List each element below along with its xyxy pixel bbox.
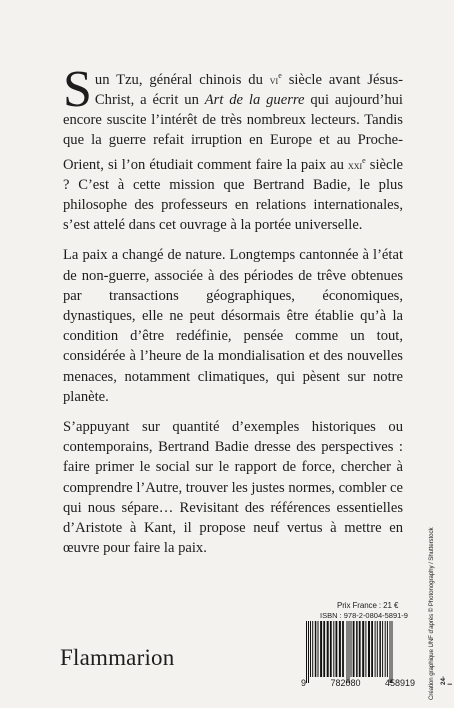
barcode-bar [308,621,309,683]
barcode-bar [379,621,381,677]
barcode-bar [349,621,350,683]
barcode-bar [353,621,355,677]
barcode-bar [330,621,332,677]
photo-credit: Création graphique UNF d’après © Photonography / Shutterstock [428,527,435,700]
paragraph-3: S’appuyant sur quantité d’exemples historiques ou contemporains, Bertrand Badie dresse des perspectives : faire primer le social sur le rapport de force, chercher à comprendre l’Autre, trouver les justes normes, combler ce qui nous sépare… Revisitant des références essentielles d’Aristote à Kant, il propose neuf vertus à mettre en œuvre pour faire la paix. [63,418,403,557]
paragraph-1 [63,61,403,235]
paragraph-2: La paix a changé de nature. Longtemps cantonnée à l’état de non-guerre, associée à des périodes de trêve obtenues par transactions géographiques, économiques, dynastiques, elle ne peut désormais être établie qu’à la condition d’être redéfinie, pensée comme un tout, considérée à l’heure de la mondialisation et des nouvelles menaces, notamment climatiques, qui pèsent sur notre planète. [63,247,403,405]
century-vi: vi [269,72,279,87]
barcode-bar [318,621,319,677]
back-cover-text [63,61,403,568]
barcode-bar [342,621,344,677]
publisher-name: Flammarion [60,645,175,670]
p1-text-c: qui aujourd’hui encore suscite l’intérêt de très nombreux lecteurs. Tandis que la guerre refait irruption en Europe et au Proche-Orient, si l’on étudiait comment faire la paix au [63,92,403,173]
century-vi-sup: e [278,71,282,80]
century-xxi: xxi [347,157,363,172]
barcode-bar [347,621,348,683]
barcode-bar [359,621,361,677]
barcode-bar [320,621,322,677]
barcode-digits-left: 782080 [330,678,361,688]
barcode-digit-lead: 9 [301,678,307,688]
barcode-bar [362,621,364,677]
price-label: Prix France : 21 € [337,601,399,610]
barcode-bar [382,621,383,677]
p1-text-a: un Tzu, général chinois du [94,71,270,88]
barcode-bar [339,621,341,677]
barcode-bar [385,621,386,677]
barcode-bar [365,621,366,677]
barcode-bar [312,621,313,677]
barcode-bar [306,621,307,683]
barcode-bar [392,621,393,683]
barcode-number [301,678,415,688]
drop-cap: S [63,61,92,118]
p1-text-b: siècle avant Jésus-Christ, a écrit un [94,71,403,109]
barcode-bar [377,621,378,677]
barcode-bar [390,621,391,683]
barcode-bar [310,621,311,677]
barcode-bar [387,621,388,677]
barcode [300,621,415,683]
isbn-label: ISBN : 978-2-0804-5891-9 [320,611,408,620]
barcode-digits-right: 458919 [384,678,415,688]
barcode-bar [371,621,373,677]
book-title: Art de la guerre [204,92,305,109]
barcode-bar [356,621,358,677]
barcode-bar [375,621,376,677]
barcode-bar [315,621,317,677]
p1-text-d: siècle ? C’est à cette mission que Bertrand Badie, le plus philosophe des professeurs en relations internationales, s’est attelé dans cet ouvrage à la portée universelle. [63,156,403,234]
barcode-bar [323,621,325,677]
barcode-bar [333,621,334,677]
barcode-bar [336,621,338,677]
century-xxi-sup: e [362,155,366,165]
barcode-bar [327,621,329,677]
barcode-bar [368,621,370,677]
print-code: 24-I [440,676,454,685]
barcode-bar [351,621,352,677]
